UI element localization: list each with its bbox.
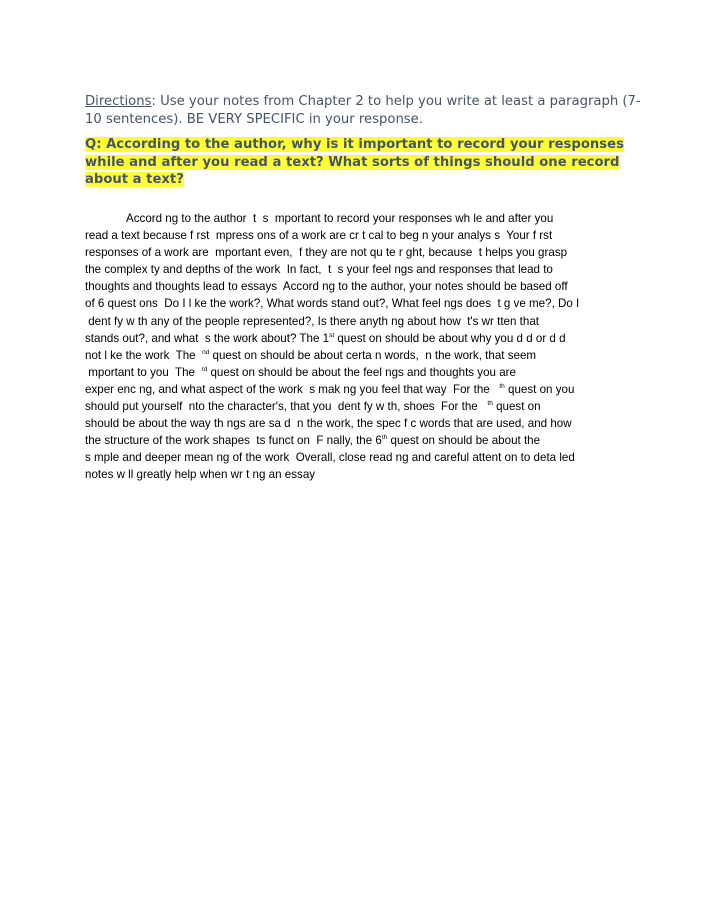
answer-line: read a text because f rst mpress ons of a work are cr t cal to beg n your analys s Your f rst	[85, 229, 553, 243]
answer-text: not l ke the work The	[85, 348, 203, 362]
answer-line	[85, 364, 645, 381]
ordinal-suffix: st	[329, 331, 335, 339]
answer-line: s mple and deeper mean ng of the work Overall, close read ng and careful attent on to deta led	[85, 451, 575, 465]
answer-line: thoughts and thoughts lead to essays Accord ng to the author, your notes should be based off	[85, 280, 568, 294]
directions-label: Directions	[85, 94, 152, 109]
answer-line	[85, 432, 645, 449]
answer-text: quest on you	[504, 382, 575, 396]
answer-text: mportant to you The	[85, 365, 202, 379]
answer-text: stands out?, and what s the work about? The 1	[85, 331, 330, 345]
directions-paragraph	[85, 93, 645, 129]
answer-line: dent fy w th any of the people represented?, Is there anyth ng about how t's wr tten that	[85, 314, 540, 328]
answer-text: should put yourself nto the character's, that you dent fy w th, shoes For the	[85, 400, 488, 414]
answer-text: exper enc ng, and what aspect of the work s mak ng you feel that way For the	[85, 382, 500, 396]
question-highlighted-text: Q: According to the author, why is it important to record your responses while and after you read a text? What sorts of things should one record about a text?	[85, 137, 624, 187]
answer-line: should be about the way th ngs are sa d n the work, the spec f c words that are used, and how	[85, 417, 572, 431]
answer-line: of 6 quest ons Do I l ke the work?, What words stand out?, What feel ngs does t g ve me?, Do I	[85, 297, 580, 311]
answer-text: quest on should be about certa n words, n the work, that seem	[209, 348, 537, 362]
answer-line: responses of a work are mportant even, f they are not qu te r ght, because t helps you grasp	[85, 246, 568, 260]
answer-line	[85, 347, 645, 364]
ordinal-suffix: rd	[201, 365, 208, 373]
ordinal-suffix: nd	[202, 348, 210, 356]
directions-text: : Use your notes from Chapter 2 to help you write at least a paragraph (7-10 sentences). BE VERY SPECIFIC in your response.	[85, 94, 641, 127]
answer-text: quest on should be about why you d d or d d	[334, 331, 566, 345]
answer-text: the structure of the work shapes ts funct on F nally, the 6	[85, 434, 382, 448]
answer-line	[85, 398, 645, 415]
ordinal-suffix: th	[499, 382, 505, 390]
answer-line: the complex ty and depths of the work In fact, t s your feel ngs and responses that lead to	[85, 263, 553, 277]
ordinal-suffix: th	[381, 434, 388, 442]
answer-line	[85, 381, 645, 398]
answer-line	[85, 330, 645, 347]
answer-line: Accord ng to the author t s mportant to record your responses wh le and after you	[126, 212, 554, 225]
answer-text: quest on should be about the feel ngs and thoughts you are	[207, 365, 516, 379]
question-prompt	[85, 136, 645, 189]
answer-line: notes w ll greatly help when wr t ng an essay	[85, 468, 316, 482]
answer-text: quest on	[492, 400, 541, 414]
ordinal-suffix: th	[487, 400, 493, 408]
answer-text: quest on should be about the	[387, 434, 541, 448]
answer-paragraph	[85, 210, 645, 484]
